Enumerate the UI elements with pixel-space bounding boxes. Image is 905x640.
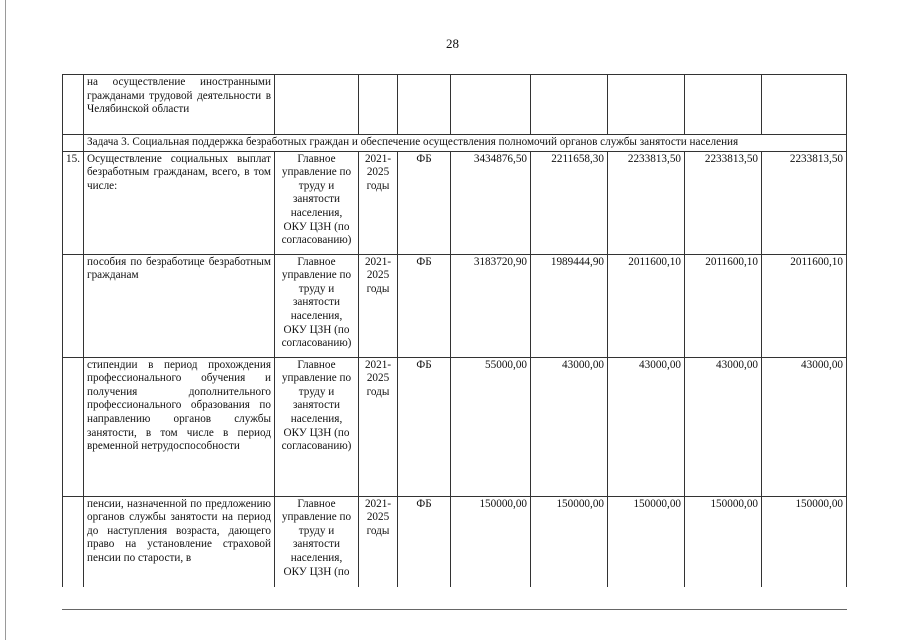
value-cell: 3434876,50: [451, 151, 531, 254]
value-cell: [608, 75, 685, 135]
value-cell: 43000,00: [685, 357, 762, 496]
executor-cell: Главное управление по труду и занятости населения, ОКУ ЦЗН (по согласованию): [275, 357, 359, 496]
table-row: [63, 254, 847, 357]
row-number-cell: [63, 254, 84, 357]
value-cell: 3183720,90: [451, 254, 531, 357]
row-number-cell: [63, 75, 84, 135]
value-cell: 150000,00: [762, 496, 847, 587]
value-cell: 2011600,10: [608, 254, 685, 357]
years-cell: 2021-2025 годы: [359, 496, 398, 587]
value-cell: 2011600,10: [685, 254, 762, 357]
value-cell: [451, 75, 531, 135]
table-row: [63, 357, 847, 496]
value-cell: 2011600,10: [762, 254, 847, 357]
source-cell: [398, 75, 451, 135]
page-number: 28: [446, 36, 459, 51]
years-cell: 2021-2025 годы: [359, 151, 398, 254]
measure-name-cell: пособия по безработице безработным гражданам: [84, 254, 275, 357]
source-cell: ФБ: [398, 496, 451, 587]
row-number-cell: [63, 357, 84, 496]
value-cell: 2211658,30: [531, 151, 608, 254]
value-cell: 150000,00: [531, 496, 608, 587]
page-bottom-edge: [62, 609, 847, 610]
source-cell: ФБ: [398, 357, 451, 496]
row-number-cell: 15.: [63, 151, 84, 254]
source-cell: ФБ: [398, 151, 451, 254]
value-cell: 2233813,50: [685, 151, 762, 254]
years-cell: 2021-2025 годы: [359, 254, 398, 357]
table-row: [63, 496, 847, 587]
program-table: [62, 74, 847, 587]
value-cell: 55000,00: [451, 357, 531, 496]
measure-name-cell: Осуществление социальных выплат безработным гражданам, всего, в том числе:: [84, 151, 275, 254]
executor-cell: [275, 75, 359, 135]
table-row: [63, 151, 847, 254]
measure-name-cell: пенсии, назначенной по предложению органов службы занятости на период до наступления возраста, дающего право на установление страховой пенсии по старости, в: [84, 496, 275, 587]
value-cell: 1989444,90: [531, 254, 608, 357]
years-cell: [359, 75, 398, 135]
measure-name-cell: стипендии в период прохождения профессионального обучения и получения дополнительного профессионального образования по направлению органов службы занятости, в том числе в период временной нетрудоспособности: [84, 357, 275, 496]
value-cell: [531, 75, 608, 135]
source-cell: ФБ: [398, 254, 451, 357]
executor-cell: Главное управление по труду и занятости населения, ОКУ ЦЗН (по согласованию): [275, 151, 359, 254]
value-cell: 43000,00: [608, 357, 685, 496]
value-cell: 43000,00: [762, 357, 847, 496]
value-cell: 43000,00: [531, 357, 608, 496]
continuation-row: [63, 75, 847, 135]
left-margin-line: [5, 0, 6, 640]
task-header-text: Задача 3. Социальная поддержка безработных граждан и обеспечение осуществления полномочий органов службы занятости населения: [84, 135, 847, 152]
row-number-cell: [63, 135, 84, 152]
measure-name-cell: на осуществление иностранными гражданами трудовой деятельности в Челябинской области: [84, 75, 275, 135]
value-cell: 2233813,50: [762, 151, 847, 254]
value-cell: 150000,00: [608, 496, 685, 587]
value-cell: [762, 75, 847, 135]
value-cell: 150000,00: [451, 496, 531, 587]
value-cell: [685, 75, 762, 135]
task-header-row: [63, 135, 847, 152]
executor-cell: Главное управление по труду и занятости населения, ОКУ ЦЗН (по: [275, 496, 359, 587]
executor-cell: Главное управление по труду и занятости населения, ОКУ ЦЗН (по согласованию): [275, 254, 359, 357]
years-cell: 2021-2025 годы: [359, 357, 398, 496]
value-cell: 2233813,50: [608, 151, 685, 254]
value-cell: 150000,00: [685, 496, 762, 587]
row-number-cell: [63, 496, 84, 587]
